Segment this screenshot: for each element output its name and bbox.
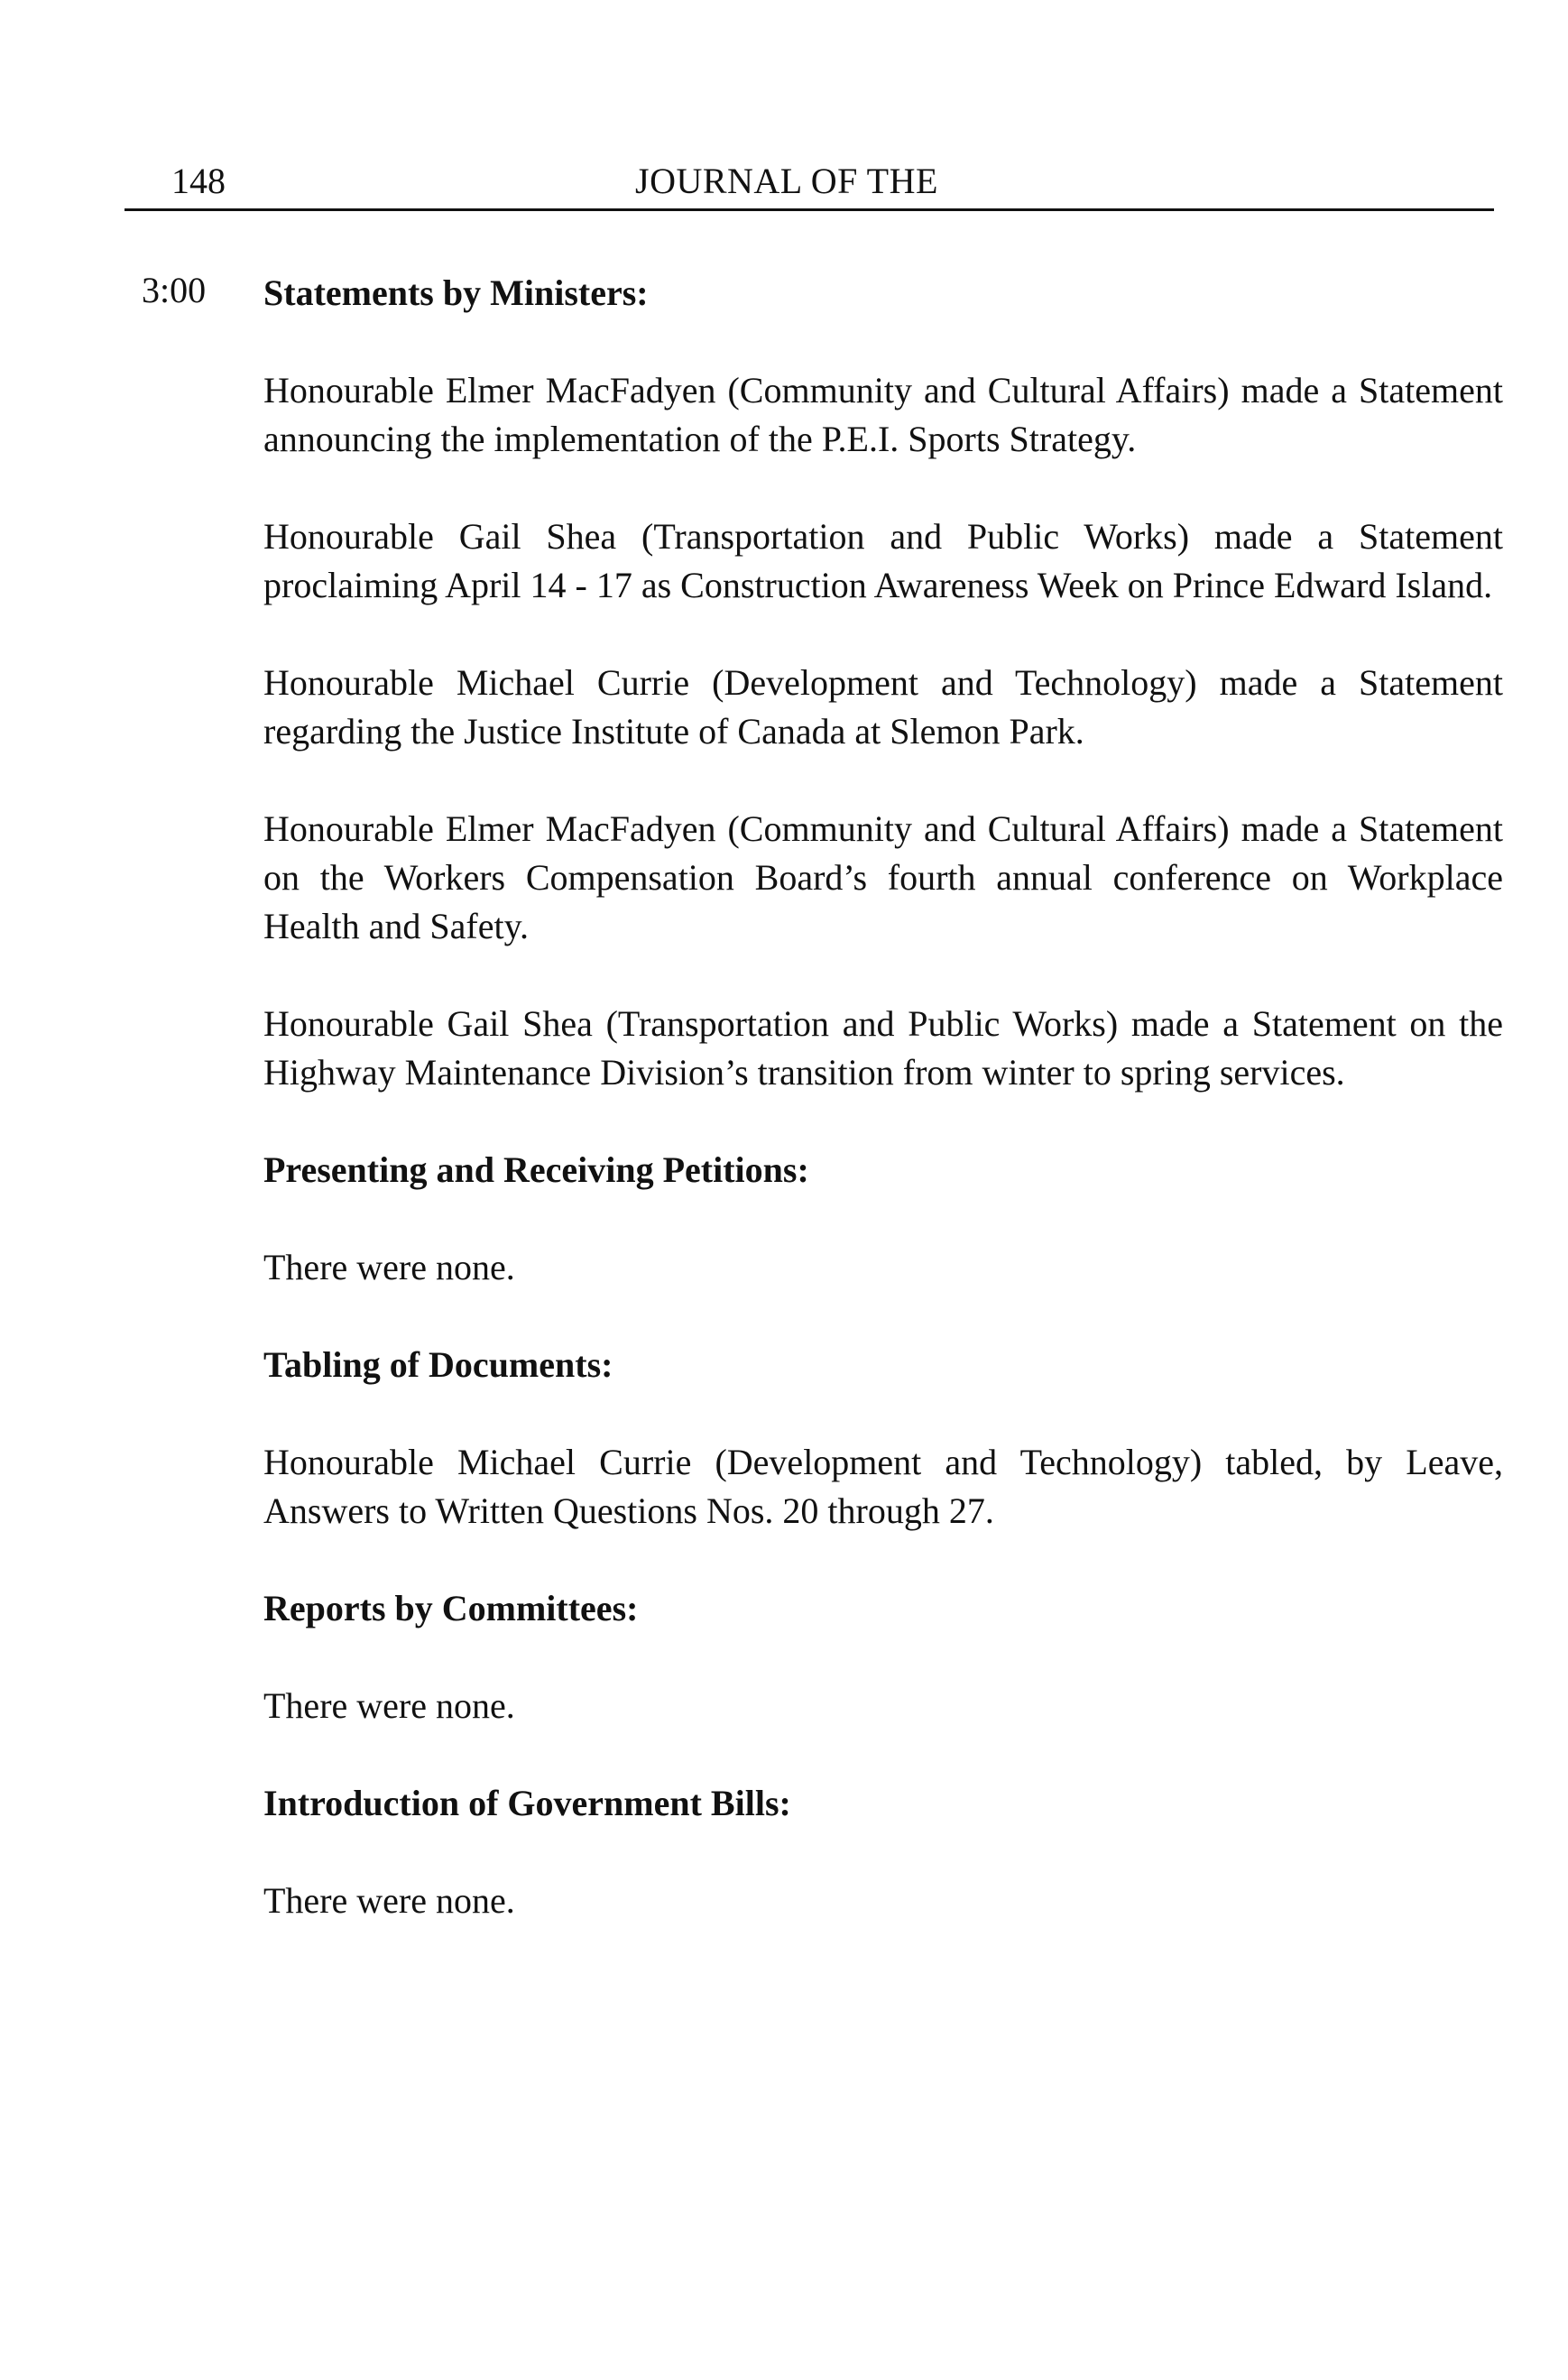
time-label: 3:00 <box>142 270 207 310</box>
section-heading-government-bills: Introduction of Government Bills: <box>263 1783 791 1823</box>
minister-statement: Honourable Elmer MacFadyen (Community and Cultural Affairs) made a Statement on the Workers Compensation Board’s fourth annual conference on Workplace Health and Safety. <box>263 808 1503 946</box>
minister-statement: Honourable Gail Shea (Transportation and Public Works) made a Statement proclaiming April 14 - 17 as Construction Awareness Week on Prince Edward Island. <box>263 516 1503 605</box>
page-header <box>125 158 1494 211</box>
committees-text: There were none. <box>263 1685 515 1726</box>
minister-statement: Honourable Michael Currie (Development and Technology) made a Statement regarding the Justice Institute of Canada at Slemon Park. <box>263 662 1503 752</box>
minister-statement: Honourable Gail Shea (Transportation and Public Works) made a Statement on the Highway Maintenance Division’s transition from winter to spring services. <box>263 1003 1503 1093</box>
section-heading-tabling-of-documents: Tabling of Documents: <box>263 1344 613 1385</box>
journal-content <box>263 269 1503 1974</box>
minister-statement: Honourable Elmer MacFadyen (Community and Cultural Affairs) made a Statement announcing the implementation of the P.E.I. Sports Strategy. <box>263 370 1503 459</box>
running-title: JOURNAL OF THE <box>635 161 938 201</box>
section-heading-petitions: Presenting and Receiving Petitions: <box>263 1149 809 1190</box>
section-heading-reports-by-committees: Reports by Committees: <box>263 1588 639 1628</box>
section-heading-statements-by-ministers: Statements by Ministers: <box>263 272 649 313</box>
bills-text: There were none. <box>263 1880 515 1921</box>
petitions-text: There were none. <box>263 1247 515 1287</box>
documents-text: Honourable Michael Currie (Development and Technology) tabled, by Leave, Answers to Written Questions Nos. 20 through 27. <box>263 1442 1503 1531</box>
page-number: 148 <box>171 161 226 201</box>
